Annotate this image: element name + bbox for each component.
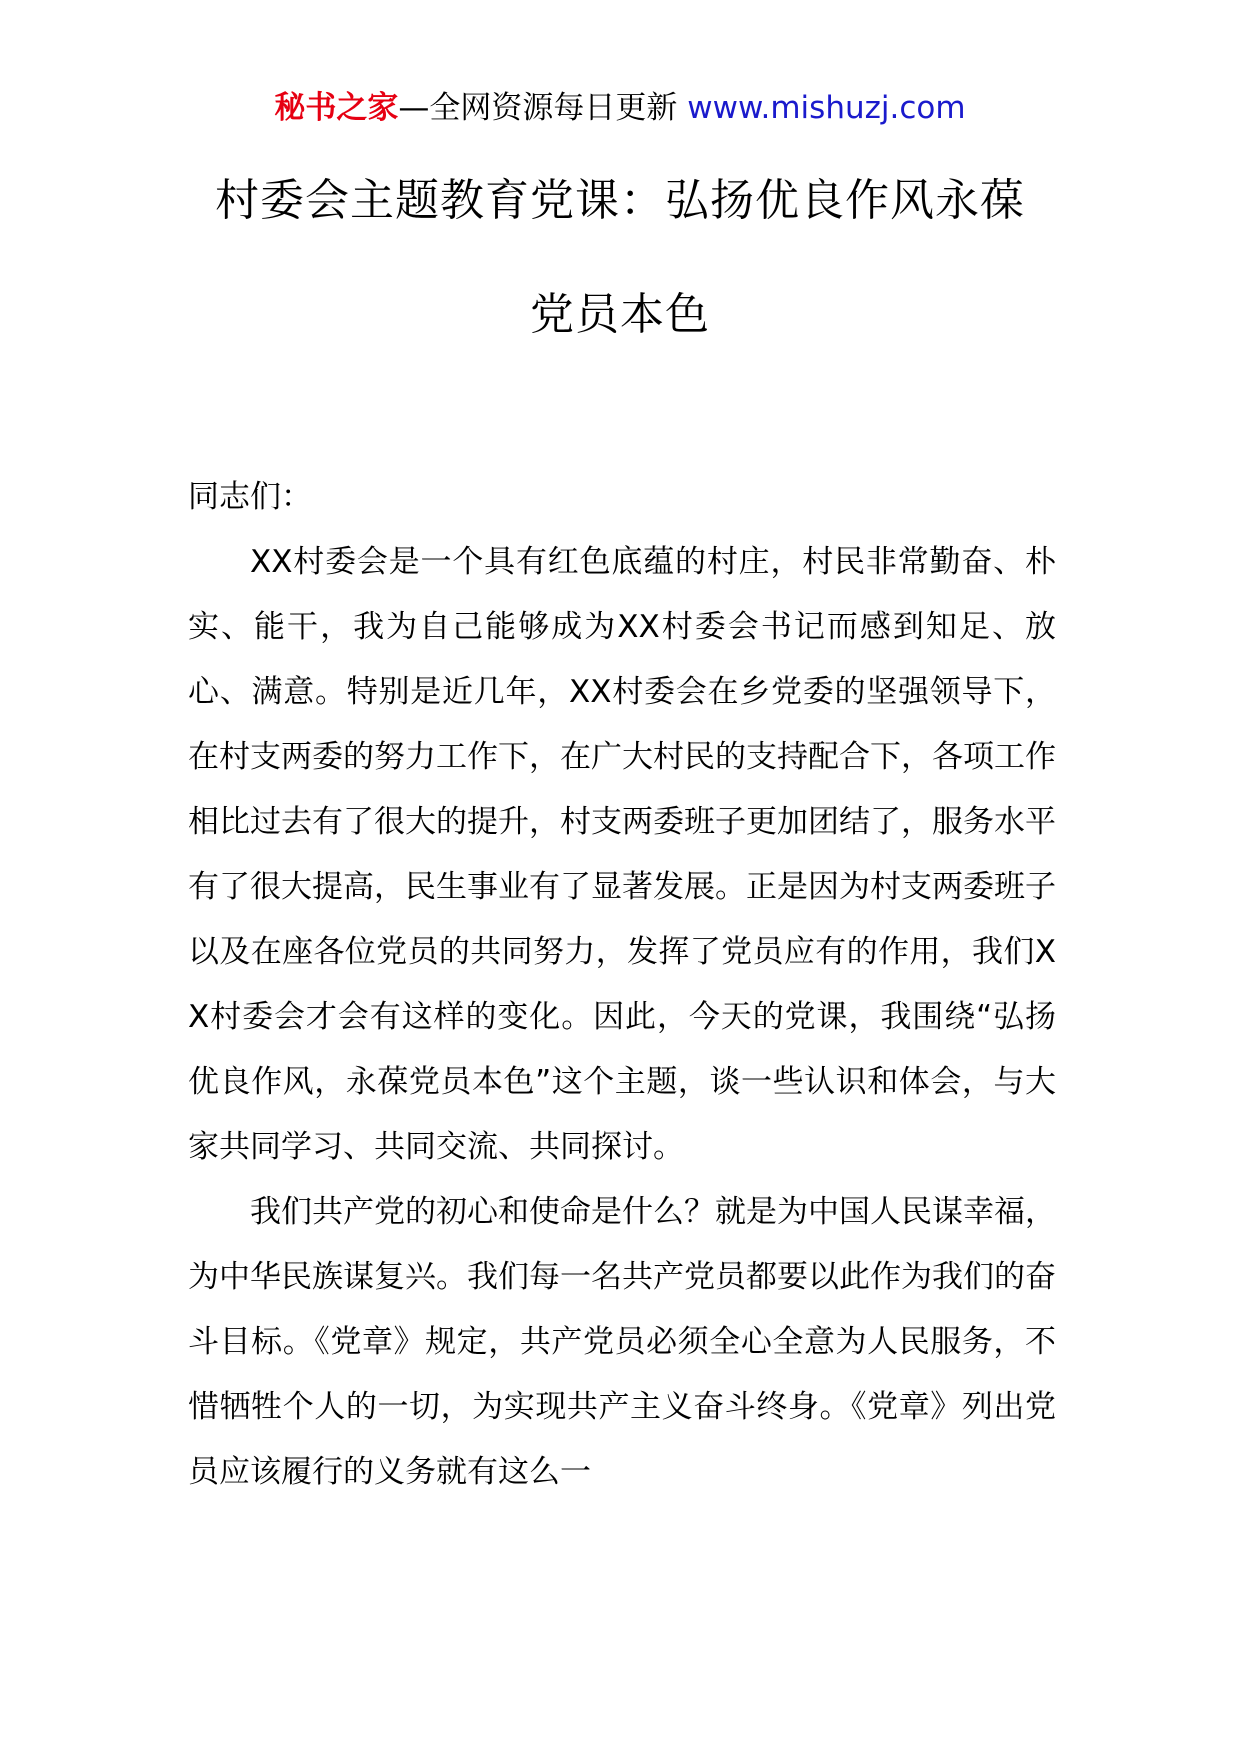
document-title-line-2: 党员本色 [530, 289, 710, 340]
salutation: 同志们： [188, 479, 312, 515]
body-paragraph-2: 我们共产党的初心和使命是什么？就是为中国人民谋幸福，为中华民族谋复兴。我们每一名共产党员都要以此作为我们的奋斗目标。《党章》规定，共产党员必须全心全意为人民服务，不惜牺牲个人的一切，为实现共产主义奋斗终身。《党章》列出党员应该履行的义务就有这么一 [188, 1194, 1056, 1490]
site-brand: 秘书之家 [274, 90, 399, 126]
document-title-line-1: 村委会主题教育党课：弘扬优良作风永葆 [215, 175, 1025, 226]
site-tagline: —全网资源每日更新 [398, 90, 678, 126]
document-body [188, 465, 1056, 1505]
body-paragraph-1: XX村委会是一个具有红色底蕴的村庄，村民非常勤奋、朴实、能干，我为自己能够成为XX村委会书记而感到知足、放心、满意。特别是近几年，XX村委会在乡党委的坚强领导下，在村支两委的努力工作下，在广大村民的支持配合下，各项工作相比过去有了很大的提升，村支两委班子更加团结了，服务水平有了很大提高，民生事业有了显著发展。正是因为村支两委班子以及在座各位党员的共同努力，发挥了党员应有的作用，我们XX村委会才会有这样的变化。因此，今天的党课，我围绕“弘扬优良作风，永葆党员本色”这个主题，谈一些认识和体会，与大家共同学习、共同交流、共同探讨。 [188, 544, 1056, 1165]
site-header [0, 86, 1240, 130]
site-url-link[interactable]: www.mishuzj.com [687, 90, 966, 126]
